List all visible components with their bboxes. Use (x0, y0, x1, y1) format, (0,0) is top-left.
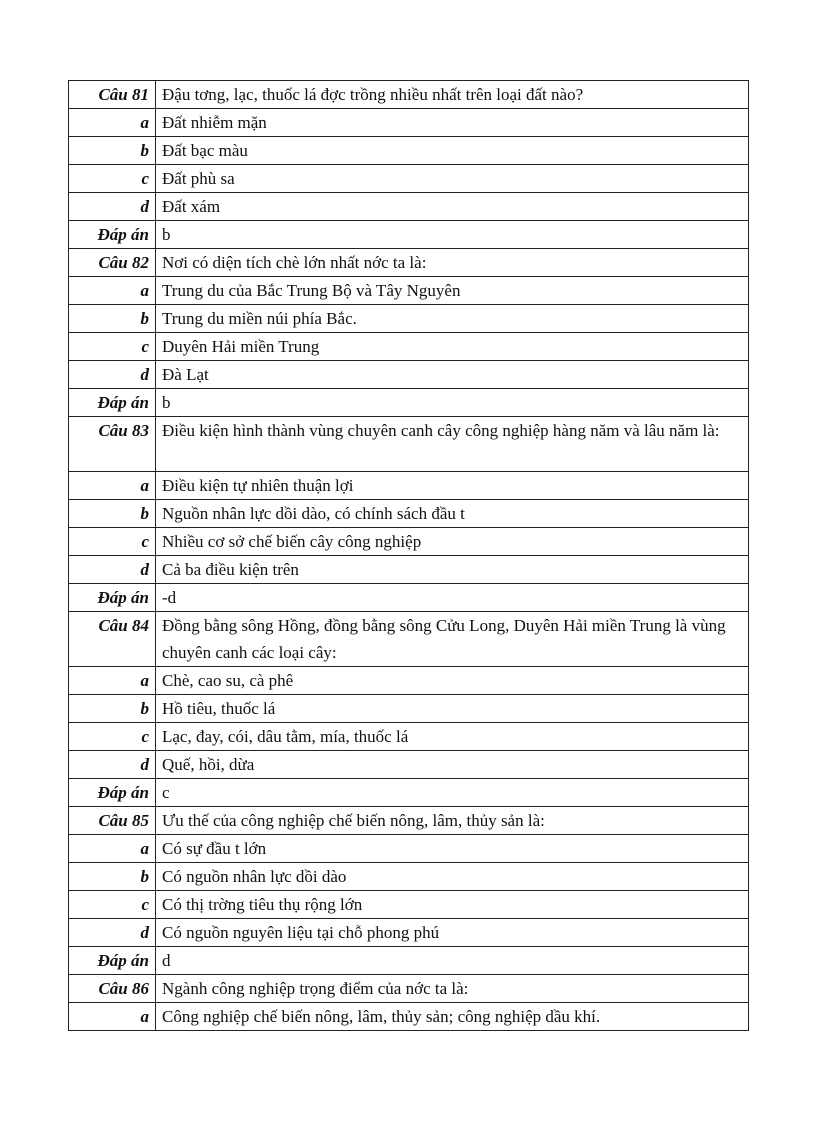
answer-value: c (156, 778, 749, 806)
question-text: Ưu thế của công nghiệp chế biến nông, lâm, thủy sản là: (156, 806, 749, 834)
answer-label: Đáp án (69, 583, 156, 611)
option-text: Đất bạc màu (156, 137, 749, 165)
option-row (69, 305, 749, 333)
option-text: Nhiều cơ sở chế biến cây công nghiệp (156, 527, 749, 555)
option-text: Có nguồn nguyên liệu tại chỗ phong phú (156, 918, 749, 946)
option-row (69, 890, 749, 918)
option-text: Có sự đầu t lớn (156, 834, 749, 862)
answer-value: -d (156, 583, 749, 611)
option-text: Hồ tiêu, thuốc lá (156, 694, 749, 722)
option-text: Đà Lạt (156, 361, 749, 389)
question-row (69, 611, 749, 666)
option-label: c (69, 722, 156, 750)
option-text: Có thị trờng tiêu thụ rộng lớn (156, 890, 749, 918)
option-row (69, 555, 749, 583)
option-label: c (69, 890, 156, 918)
option-row (69, 694, 749, 722)
option-row (69, 333, 749, 361)
answer-row (69, 221, 749, 249)
option-row (69, 722, 749, 750)
question-label: Câu 81 (69, 81, 156, 109)
answer-value: b (156, 389, 749, 417)
option-text: Công nghiệp chế biến nông, lâm, thủy sản; công nghiệp dầu khí. (156, 1002, 749, 1030)
option-row (69, 277, 749, 305)
option-text: Lạc, đay, cói, dâu tằm, mía, thuốc lá (156, 722, 749, 750)
question-text: Ngành công nghiệp trọng điểm của nớc ta là: (156, 974, 749, 1002)
option-label: c (69, 333, 156, 361)
option-label: b (69, 137, 156, 165)
option-row (69, 666, 749, 694)
option-row (69, 137, 749, 165)
answer-label: Đáp án (69, 221, 156, 249)
option-label: a (69, 1002, 156, 1030)
option-label: d (69, 750, 156, 778)
option-row (69, 109, 749, 137)
option-row (69, 834, 749, 862)
question-label: Câu 83 (69, 417, 156, 472)
option-label: d (69, 918, 156, 946)
option-label: b (69, 305, 156, 333)
question-label: Câu 85 (69, 806, 156, 834)
option-text: Điều kiện tự nhiên thuận lợi (156, 471, 749, 499)
option-row (69, 1002, 749, 1030)
option-row (69, 499, 749, 527)
question-text: Nơi có diện tích chè lớn nhất nớc ta là: (156, 249, 749, 277)
option-text: Đất xám (156, 193, 749, 221)
answer-label: Đáp án (69, 778, 156, 806)
quiz-table (68, 80, 749, 1031)
question-text: Điều kiện hình thành vùng chuyên canh cây công nghiệp hàng năm và lâu năm là: (156, 417, 749, 472)
option-label: a (69, 277, 156, 305)
answer-row (69, 778, 749, 806)
answer-label: Đáp án (69, 389, 156, 417)
option-label: b (69, 499, 156, 527)
option-label: a (69, 109, 156, 137)
option-row (69, 193, 749, 221)
question-label: Câu 86 (69, 974, 156, 1002)
answer-row (69, 583, 749, 611)
option-text: Nguồn nhân lực dồi dào, có chính sách đầu t (156, 499, 749, 527)
answer-label: Đáp án (69, 946, 156, 974)
question-row (69, 81, 749, 109)
question-row (69, 806, 749, 834)
option-text: Duyên Hải miền Trung (156, 333, 749, 361)
option-row (69, 862, 749, 890)
option-label: b (69, 862, 156, 890)
option-label: a (69, 834, 156, 862)
question-text: Đồng bằng sông Hồng, đồng bằng sông Cửu Long, Duyên Hải miền Trung là vùng chuyên canh các loại cây: (156, 611, 749, 666)
answer-value: b (156, 221, 749, 249)
option-text: Trung du miền núi phía Bắc. (156, 305, 749, 333)
option-text: Đất nhiễm mặn (156, 109, 749, 137)
question-row (69, 249, 749, 277)
option-row (69, 750, 749, 778)
option-label: c (69, 165, 156, 193)
option-row (69, 471, 749, 499)
option-row (69, 918, 749, 946)
option-row (69, 165, 749, 193)
option-label: a (69, 666, 156, 694)
option-label: c (69, 527, 156, 555)
question-row (69, 974, 749, 1002)
option-text: Quế, hồi, dừa (156, 750, 749, 778)
answer-row (69, 946, 749, 974)
option-label: b (69, 694, 156, 722)
question-label: Câu 82 (69, 249, 156, 277)
option-text: Đất phù sa (156, 165, 749, 193)
option-text: Chè, cao su, cà phê (156, 666, 749, 694)
option-label: a (69, 471, 156, 499)
question-row (69, 417, 749, 472)
question-label: Câu 84 (69, 611, 156, 666)
option-label: d (69, 193, 156, 221)
answer-value: d (156, 946, 749, 974)
option-row (69, 361, 749, 389)
option-text: Cả ba điều kiện trên (156, 555, 749, 583)
option-label: d (69, 361, 156, 389)
option-label: d (69, 555, 156, 583)
answer-row (69, 389, 749, 417)
option-text: Có nguồn nhân lực dồi dào (156, 862, 749, 890)
option-text: Trung du của Bắc Trung Bộ và Tây Nguyên (156, 277, 749, 305)
option-row (69, 527, 749, 555)
question-text: Đậu tơng, lạc, thuốc lá đợc trồng nhiều nhất trên loại đất nào? (156, 81, 749, 109)
